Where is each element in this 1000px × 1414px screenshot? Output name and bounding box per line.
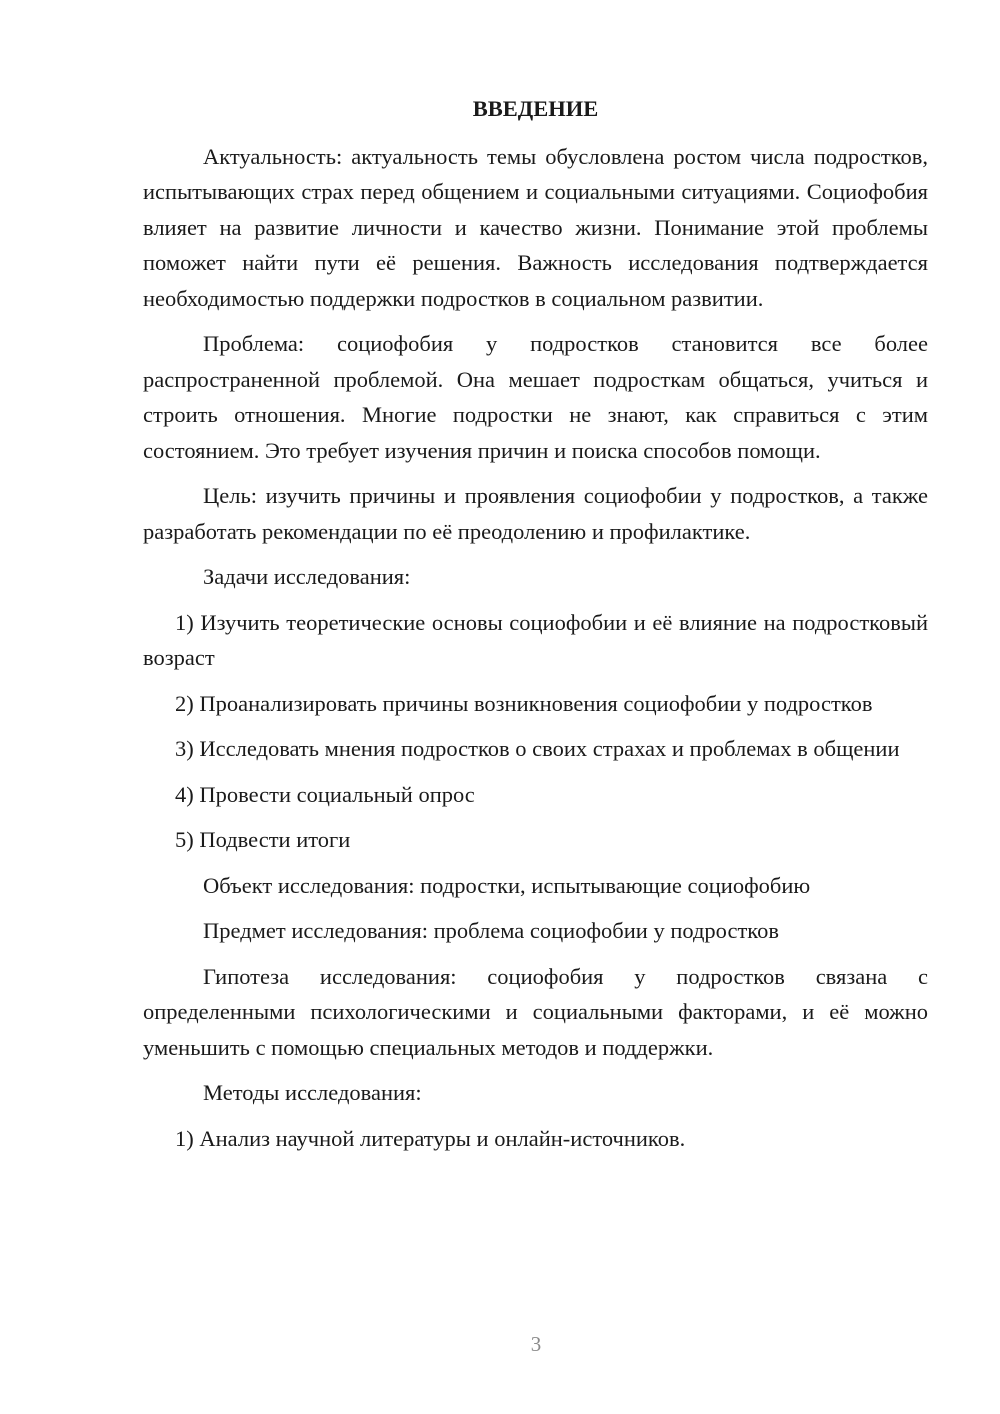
task-item-3: 3) Исследовать мнения подростков о своих страхах и проблемах в общении	[175, 736, 900, 761]
research-subject: Предмет исследования: проблема социофобии у подростков	[203, 918, 779, 943]
tasks-heading: Задачи исследования:	[203, 564, 411, 589]
hypothesis-paragraph: Гипотеза исследования: социофобия у подростков связана с определенными психологическими и социальными факторами, и её можно уменьшить с помощью специальных методов и поддержки.	[143, 963, 928, 1060]
research-object: Объект исследования: подростки, испытывающие социофобию	[203, 872, 811, 898]
page-number: 3	[530, 1332, 542, 1356]
goal-paragraph: Цель: изучить причины и проявления социофобии у подростков, а также разработать рекомендации по её преодолению и профилактике.	[143, 483, 928, 544]
task-item-4: 4) Провести социальный опрос	[175, 781, 475, 807]
relevance-paragraph: Актуальность: актуальность темы обусловлена ростом числа подростков, испытывающих страх перед общением и социальными ситуациями. Социофобия влияет на развитие личности и качество жизни. Понимание этой проблемы поможет найти пути её решения. Важность исследования подтверждается необходимостью поддержки подростков в социальном развитии.	[143, 143, 928, 311]
task-item-2: 2) Проанализировать причины возникновения социофобии у подростков	[175, 690, 873, 716]
problem-paragraph: Проблема: социофобия у подростков становится все более распространенной проблемой. Она мешает подросткам общаться, учиться и строить отношения. Многие подростки не знают, как справиться с этим состоянием. Это требует изучения причин и поиска способов помощи.	[143, 331, 928, 463]
methods-heading: Методы исследования:	[203, 1080, 422, 1105]
document-body	[143, 91, 928, 1166]
method-item-1: 1) Анализ научной литературы и онлайн-источников.	[175, 1125, 686, 1151]
task-item-1: 1) Изучить теоретические основы социофобии и её влияние на подростковый возраст	[143, 609, 928, 670]
task-item-5: 5) Подвести итоги	[175, 827, 351, 852]
section-title: ВВЕДЕНИЕ	[472, 96, 599, 121]
